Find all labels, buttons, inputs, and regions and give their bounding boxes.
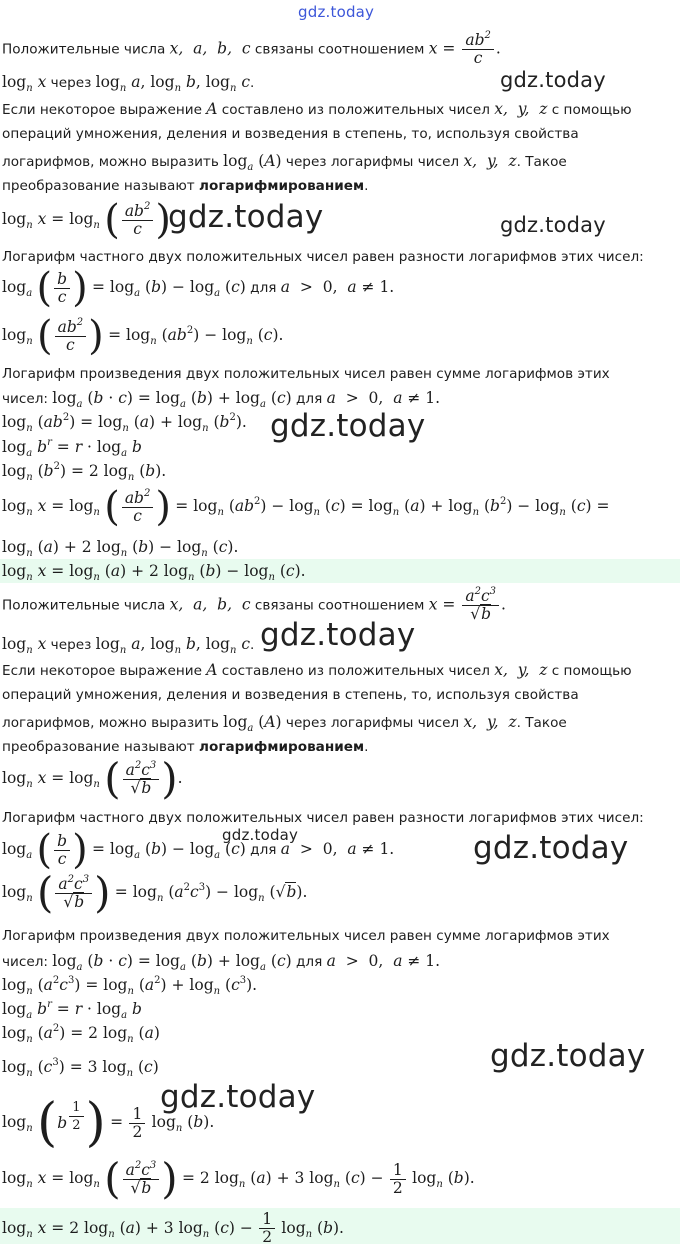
formula-4: $\log_n (b^2) = 2$ $\log_n (b)$. [2,461,167,483]
product-rule-2: чисел: $\log_a (b \cdot c) = \log_a (b) + \log_a (c)$ для a > 0, a ≠ 1. [2,389,441,410]
formula-3: $\log_n (ab^2) = \log_n (a) + \log_n (b^2)$. [2,412,247,434]
formula-7: $\log_n x = \log_n$ ( $\frac{a^2c^3}{√b}$ ). [2,754,183,803]
watermark: gdz.today [473,830,629,866]
formula-power-b: $\log_a b^r = r \cdot \log_a b$ [2,999,142,1021]
watermark: gdz.today [490,1038,646,1074]
formula-5: $\log_n x = \log_n$ ( $\frac{ab^2}{c}$ ) = $\log_n (ab^2) - \log_n (c) = \log_n (a) + \log_n (b^2) - \log_n (c)$ = [2,484,610,530]
formula-2: $\log_n$ ( $\frac{ab^2}{c}$ ) = $\log_n (ab^2) - \log_n (c)$. [2,313,284,359]
rule-generic-2: операций умножения, деления и возведения в степень, то, используя свойства [2,126,579,142]
fraction: $\frac{ab^2}{c}$ [462,32,494,67]
formula-6: $\log_n (a) + 2$ $\log_n (b) - \log_n (c)$. [2,538,239,559]
task2-statement: Положительные числа x, a, b, c связаны соотношением x = $\frac{a^2c^3}{√b}$ . [2,586,506,623]
rule-generic-2b: операций умножения, деления и возведения в степень, то, используя свойства [2,687,579,703]
watermark: gdz.today [222,826,299,844]
formula-8: $\log_n$ ( $\frac{a^2c^3}{√b}$ ) = $\log_n (a^2c^3) - \log_n (√b)$. [2,868,308,917]
formula-10: $\log_n (a^2) = 2$ $\log_n (a)$ [2,1023,160,1045]
rule-generic-4: преобразование называют логарифмированием. [2,178,369,194]
quotient-rule: Логарифм частного двух положительных чисел равен разности логарифмов этих чисел: [2,249,644,265]
watermark: gdz.today [260,617,416,653]
task1-expression: $\log_n x$ через $\log_n a$, $\log_n b$, $\log_n c$. [2,73,255,94]
rule-generic-3b: логарифмов, можно выразить $\log_a (A)$ через логарифмы чисел x, y, z. Такое [2,713,567,734]
formula-9: $\log_n (a^2c^3) = \log_n (a^2) + \log_n (c^3)$. [2,975,258,997]
product-rule-1: Логарифм произведения двух положительных чисел равен сумме логарифмов этих [2,366,610,382]
rule-generic-4b: преобразование называют логарифмированием. [2,739,369,755]
task2-expression: $\log_n x$ через $\log_n a$, $\log_n b$, $\log_n c$. [2,635,255,656]
rule-generic-1b: Если некоторое выражение A составлено из положительных чисел x, y, z с помощью [2,661,632,679]
formula-12: $\log_n (b$ $\frac{1}{2}$ ) = $\frac{1}{2}$ $\log_n (b)$. [2,1093,215,1153]
watermark: gdz.today [160,1079,316,1115]
task1-statement: Положительные числа x, a, b, c связаны соотношением x = $\frac{ab^2}{c}$ . [2,30,501,67]
product-rule-2b: чисел: $\log_a (b \cdot c) = \log_a (b) + \log_a (c)$ для a > 0, a ≠ 1. [2,952,441,973]
watermark: gdz.today [500,213,606,237]
product-rule-1b: Логарифм произведения двух положительных чисел равен сумме логарифмов этих [2,928,610,944]
formula-13: $\log_n x = \log_n$ ( $\frac{a^2c^3}{√b}$ ) = 2 $\log_n (a) + 3$ $\log_n (c)$ − $\frac{1}{2}$ $\log_n (b)$. [2,1154,475,1203]
answer-1: $\log_n x = \log_n (a) + 2$ $\log_n (b) - \log_n (c)$. [2,562,306,583]
watermark: gdz.today [168,199,324,235]
formula-1: $\log_n x = \log_n$ ( $\frac{ab^2}{c}$ ) [2,197,171,243]
formula-quotient: $\log_a$ ( $\frac{b}{c}$ ) = $\log_a (b) - \log_a (c)$ для a > 0, a ≠ 1. [2,265,395,311]
formula-power: $\log_a b^r = r \cdot \log_a b$ [2,437,142,459]
watermark: gdz.today [270,408,426,444]
formula-quotient-b: $\log_a$ ( $\frac{b}{c}$ ) = $\log_a (b) - \log_a (c)$ для a > 0, a ≠ 1. [2,827,395,873]
quotient-rule-b: Логарифм частного двух положительных чисел равен разности логарифмов этих чисел: [2,810,644,826]
rule-generic-3: логарифмов, можно выразить $\log_a (A)$ через логарифмы чисел x, y, z. Такое [2,152,567,173]
site-watermark-link[interactable]: gdz.today [298,3,375,21]
formula-11: $\log_n (c^3) = 3$ $\log_n (c)$ [2,1057,159,1079]
answer-2: $\log_n x = 2$ $\log_n (a) + 3$ $\log_n (c)$ − $\frac{1}{2}$ $\log_n (b)$. [2,1210,344,1246]
watermark: gdz.today [500,68,606,92]
rule-generic-1: Если некоторое выражение A составлено из положительных чисел x, y, z с помощью [2,100,632,118]
